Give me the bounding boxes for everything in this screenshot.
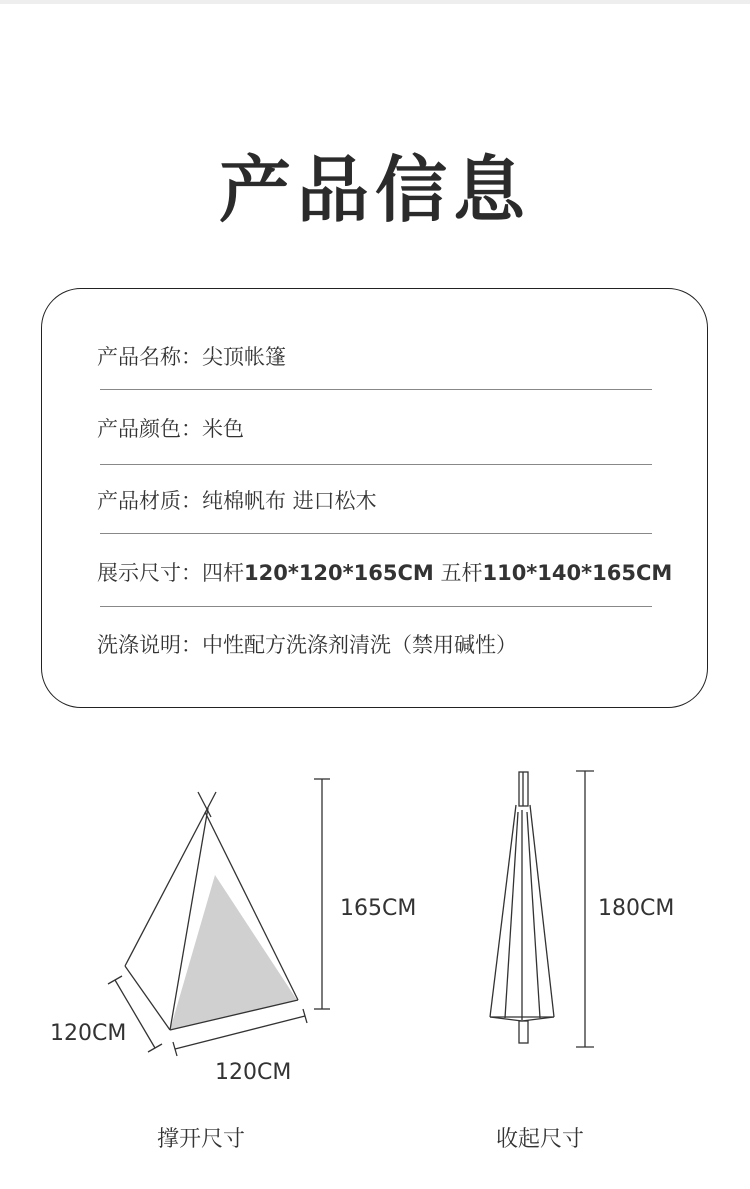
open-height-dimension [314, 779, 330, 1009]
info-label: 产品颜色： [97, 417, 202, 441]
folded-height-label: 180CM [598, 896, 675, 921]
folded-height-dimension [576, 771, 594, 1047]
open-width-label: 120CM [215, 1060, 292, 1085]
info-label: 产品材质： [97, 489, 202, 513]
five-pole-label: 五杆 [440, 561, 483, 585]
open-tent-illustration [125, 792, 298, 1030]
info-value: 米色 [202, 417, 244, 441]
folded-bottom-cap [519, 1021, 528, 1043]
info-label: 展示尺寸： [97, 561, 202, 585]
open-height-label: 165CM [340, 896, 417, 921]
page-title: 产品信息 [218, 148, 531, 232]
info-value: 尖顶帐篷 [202, 345, 286, 369]
info-value: 纯棉帆布 进口松木 [202, 489, 377, 513]
five-pole-size: 110*140*165CM [482, 561, 673, 585]
info-label: 产品名称： [97, 345, 202, 369]
open-depth-label: 120CM [50, 1021, 127, 1046]
info-label: 洗涤说明： [97, 633, 202, 657]
four-pole-label: 四杆 [202, 561, 244, 585]
tent-door-shade [170, 875, 297, 1030]
info-value: 中性配方洗涤剂清洗（禁用碱性） [202, 633, 517, 657]
open-size-caption: 撑开尺寸 [157, 1127, 246, 1152]
folded-size-caption: 收起尺寸 [496, 1127, 585, 1152]
folded-tent-illustration [490, 772, 554, 1043]
four-pole-size: 120*120*165CM [244, 561, 434, 585]
